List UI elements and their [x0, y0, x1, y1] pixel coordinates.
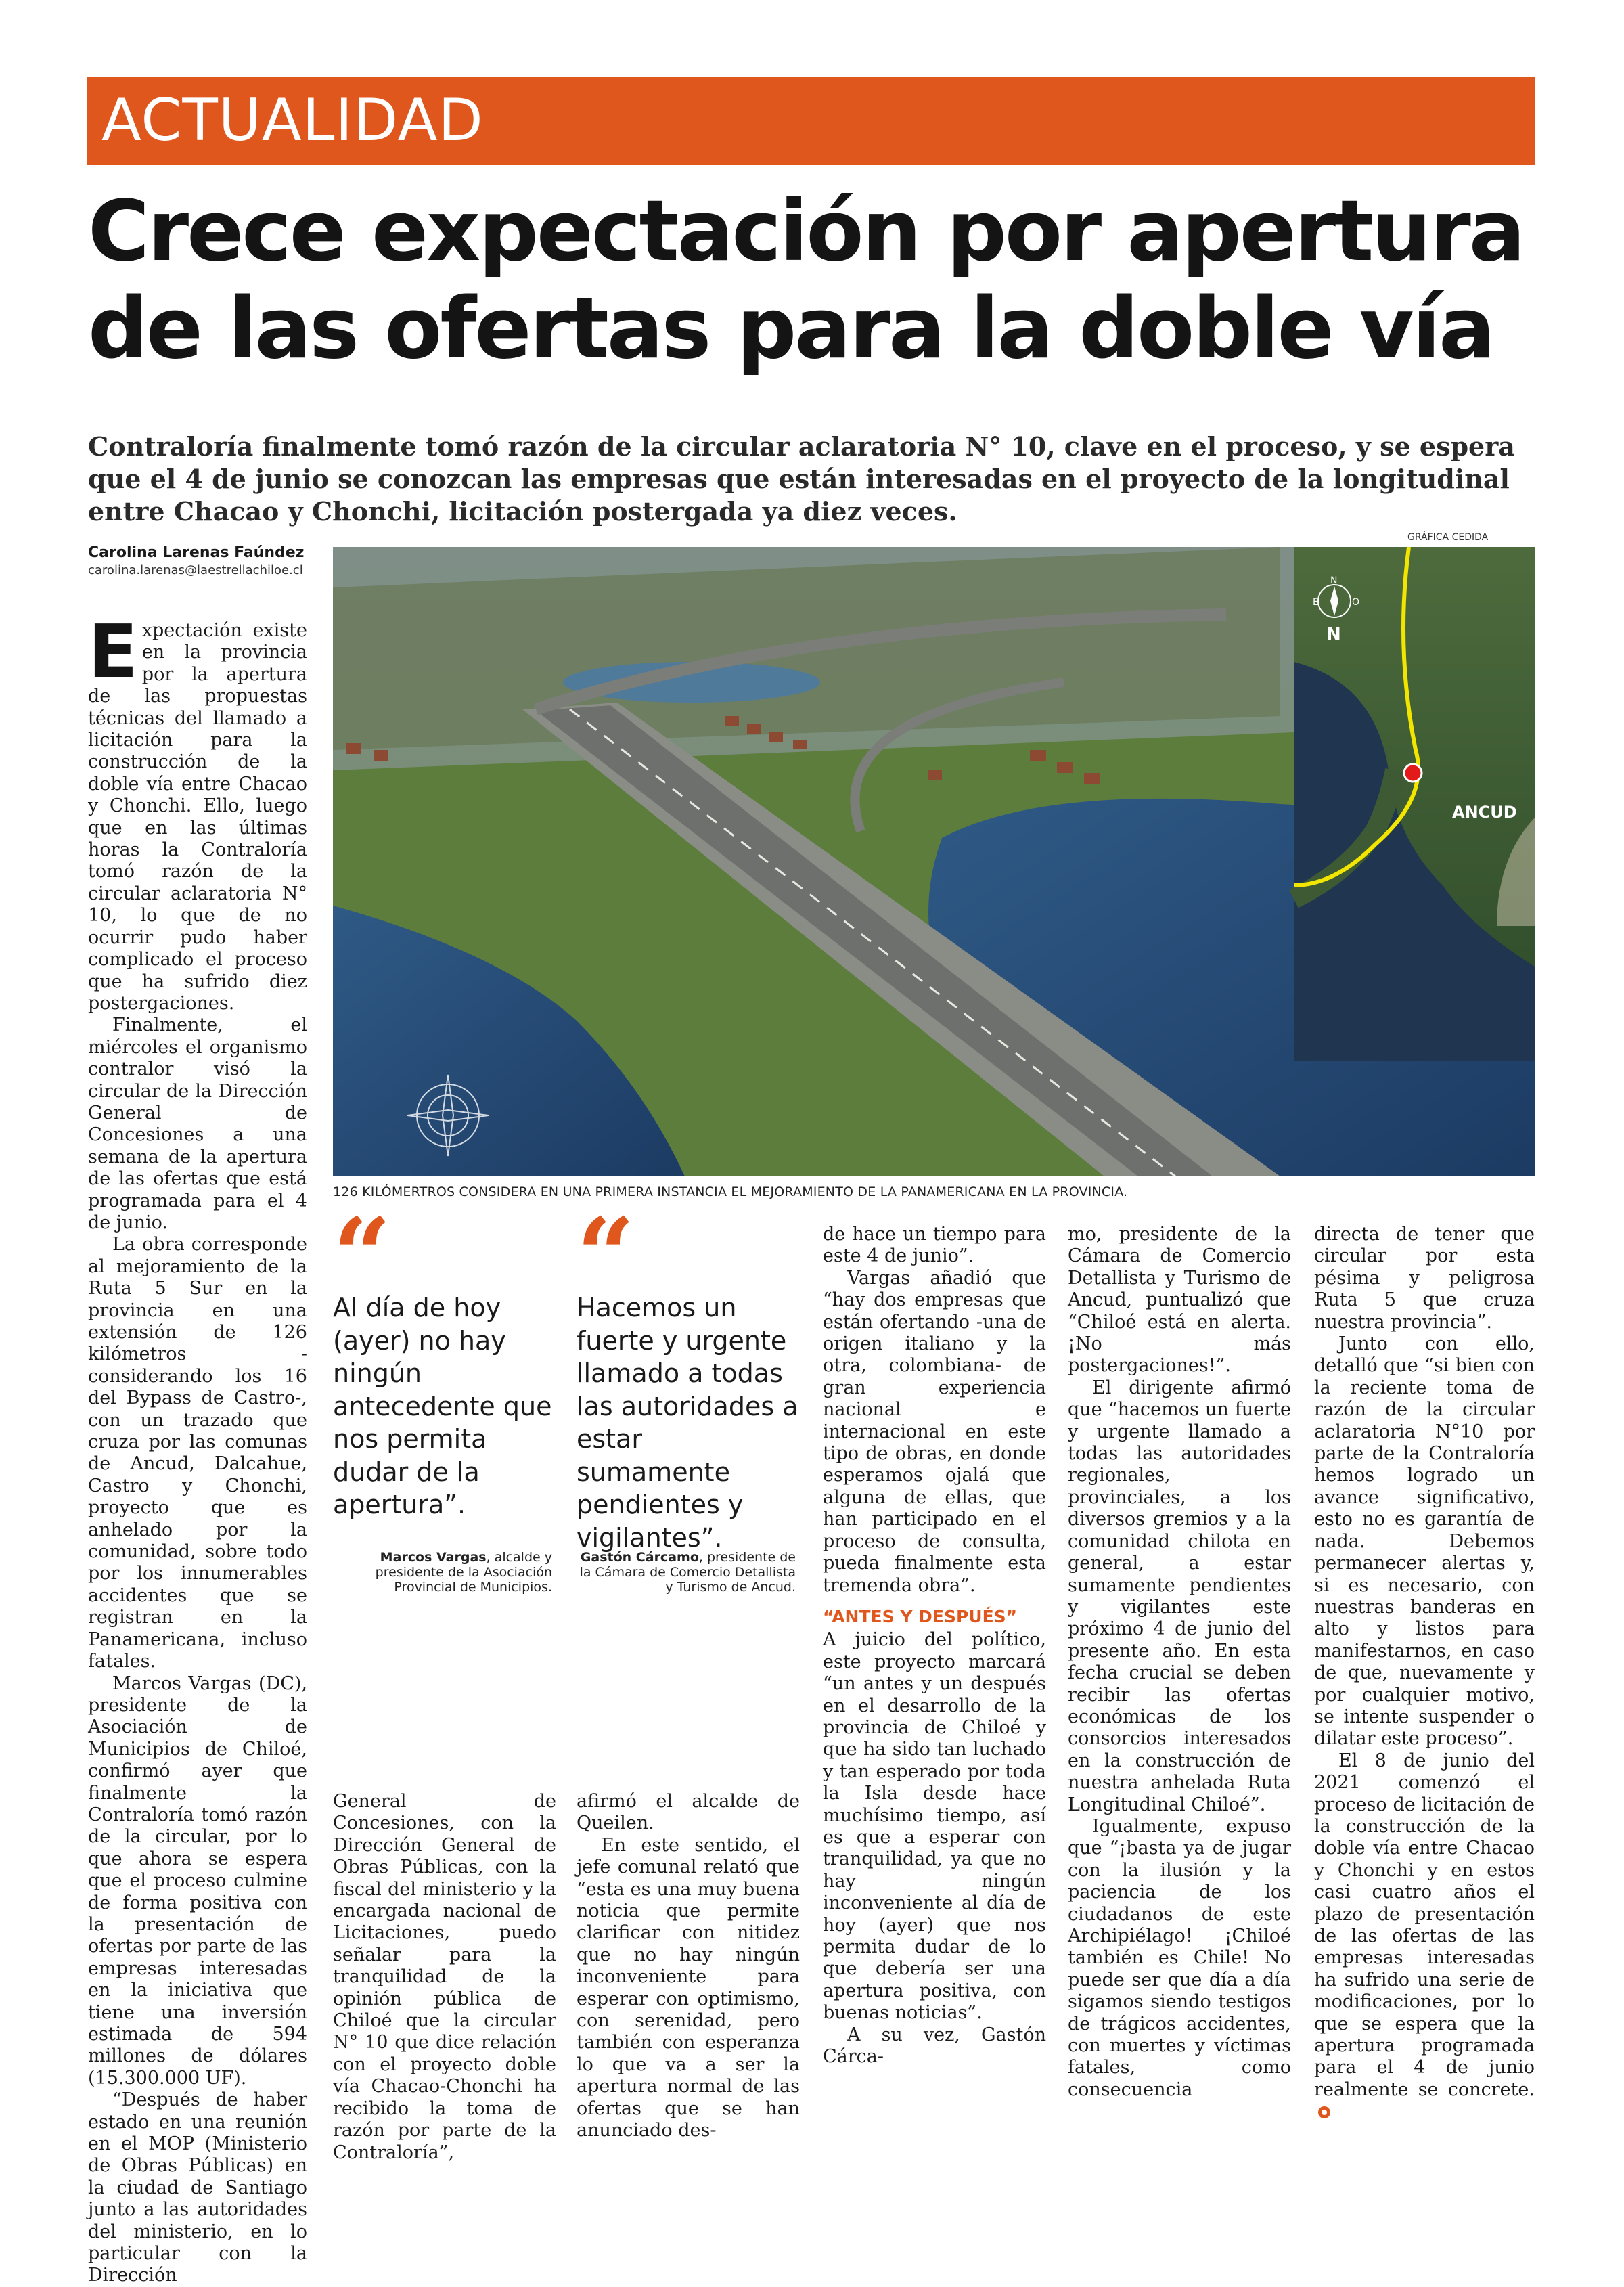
paragraph — [1314, 1750, 1535, 2123]
quote-mark-icon: “ — [333, 1196, 392, 1315]
subheadline: Contraloría finalmente tomó razón de la circular aclaratoria N° 10, clave en el proceso, y se espera que el 4 de junio se conozcan las empresas que están interesadas en el proyecto de la longitudinal entre Chacao y Chonchi, licitación postergada ya diez veces. — [88, 431, 1515, 527]
paragraph: afirmó el alcalde de Queilen. — [577, 1791, 800, 1834]
paragraph: “Después de haber estado en una reunión en el MOP (Ministerio de Obras Públicas) en la ciudad de Santiago junto a las autoridades del ministerio, en lo particular con la Dirección — [88, 2089, 307, 2286]
pull-quote-attribution — [577, 1550, 796, 1595]
photo-caption: 126 KILÓMERTROS CONSIDERA EN UNA PRIMERA INSTANCIA EL MEJORAMIENTO DE LA PANAMERICANA EN LA PROVINCIA. — [333, 1184, 1128, 1199]
map-city-label: ANCUD — [1452, 803, 1517, 822]
article-column-5 — [1068, 1224, 1291, 2101]
quote-author: Marcos Vargas — [380, 1550, 487, 1565]
headline: Crece expectación por apertura de las ofertas para la doble vía — [88, 183, 1524, 378]
paragraph: Finalmente, el miércoles el organismo contralor visó la circular de la Dirección General de Concesiones a una semana de la apertura de las ofertas que está programada para el 4 de junio. — [88, 1015, 307, 1233]
dropcap: E — [88, 610, 138, 694]
paragraph: Marcos Vargas (DC), presidente de la Asociación de Municipios de Chiloé, confirmó ayer que finalmente la Contraloría tomó razón de la circular, por lo que ahora se espera que el proceso culmine de forma positiva con la presentación de ofertas por parte de las empresas interesadas en la iniciativa que tiene una inversión estimada de 594 millones de dólares (15.300.000 UF). — [88, 1672, 307, 2089]
paragraph: de hace un tiempo para este 4 de junio”. — [823, 1224, 1046, 1267]
byline-email: carolina.larenas@laestrellachiloe.cl — [88, 563, 303, 577]
paragraph: El dirigente afirmó que “hacemos un fuerte y urgente llamado a todas las autoridades regionales, provinciales, a los diversos gremios y a la comunidad chilota en general, a estar sumamente pendientes y vigilantes este próximo 4 de junio del presente año. En esta fecha crucial se deben recibir las ofertas económicas de los consorcios interesados en la construcción de nuestra anhelada Ruta Longitudinal Chiloé”. — [1068, 1377, 1291, 1815]
article-column-4 — [823, 1224, 1046, 2068]
pull-quote-2 — [577, 1196, 800, 1554]
paragraph: mo, presidente de la Cámara de Comercio Detallista y Turismo de Ancud, puntualizó que “Chiloé está en alerta. ¡No más postergaciones!”. — [1068, 1224, 1291, 1377]
pull-quote-1 — [333, 1196, 556, 1522]
pull-quote-text: Al día de hoy (ayer) no hay ningún antecedente que nos permita dudar de la apertura”. — [333, 1293, 552, 1519]
compass-east-label: E — [1313, 597, 1319, 608]
article-column-6 — [1314, 1224, 1535, 2123]
paragraph: A juicio del político, este proyecto marcará “un antes y un después en el desarrollo de la provincia de Chiloé y que ha sido tan luchado y tan esperado por toda la Isla desde hace muchísimo tiempo, así es que a esperar con tranquilidad, ya que no hay ningún inconveniente al día de hoy (ayer) que nos permita dudar de lo que debería ser una apertura positiva, con buenas noticias”. — [823, 1629, 1046, 2024]
paragraph: directa de tener que circular por esta pésima y peligrosa Ruta 5 que cruza nuestra provincia”. — [1314, 1224, 1535, 1333]
paragraph: Igualmente, expuso que “¡basta ya de jugar con la ilusión y la paciencia de los ciudadanos de este Archipiélago! ¡Chiloé también es Chile! No puede ser que día a día sigamos siendo testigos de trágicos accidentes, con muertes y víctimas fatales, como consecuencia — [1068, 1815, 1291, 2100]
map-north-label: N — [1326, 625, 1341, 645]
paragraph: La obra corresponde al mejoramiento de la Ruta 5 Sur en la provincia en una extensión de 126 kilómetros -considerando los 16 del Bypass de Castro-, con un trazado que cruza por las comunas de Ancud, Dalcahue, Castro y Chonchi, proyecto que es anhelado por la comunidad, sobre todo por los innumerables accidentes que se registran en la Panamericana, incluso fatales. — [88, 1234, 307, 1672]
paragraph: General de Concesiones, con la Dirección General de Obras Públicas, con la fiscal del ministerio y la encargada nacional de Licitaciones, puedo señalar para la tranquilidad de la opinión pública de Chiloé que la circular N° 10 que dice relación con el proyecto doble vía Chacao-Chonchi ha recibido la toma de razón por parte de la Contraloría”, — [333, 1791, 556, 2163]
aerial-highway-photo — [333, 547, 1535, 1176]
end-of-article-icon — [1318, 2106, 1330, 2118]
paragraph: Vargas añadió que “hay dos empresas que están ofertando -una de origen italiano y la otra, colombiana- de gran experiencia nacional e internacional en este tipo de obras, en donde esperamos ojalá que alguna de ellas, que han participado en el proceso de consulta, pueda finalmente esta tremenda obra”. — [823, 1267, 1046, 1596]
article-column-3 — [577, 1791, 800, 2142]
section-subhead: “ANTES Y DESPUÉS” — [823, 1606, 1018, 1626]
pull-quote-text: Hacemos un fuerte y urgente llamado a todas las autoridades a estar sumamente pendientes y vigilantes”. — [577, 1293, 798, 1553]
article-column-2 — [333, 1791, 556, 2164]
paragraph: En este sentido, el jefe comunal relató que “esta es una muy buena noticia que permite clarificar con nitidez que no hay ningún inconveniente para esperar con optimismo, con serenidad, pero también con esperanza lo que va a ser la apertura normal de las ofertas que se han anunciado des- — [577, 1834, 800, 2141]
paragraph: Junto con ello, detalló que “si bien con la reciente toma de razón de la circular aclaratoria N°10 por parte de la Contraloría hemos logrado un avance significativo, esto no es garantía de nada. Debemos permanecer alertas y, si es necesario, con nuestras banderas en alto y listos para manifestarnos, en caso de que, nuevamente y por cualquier motivo, se intente suspender o dilatar este proceso”. — [1314, 1333, 1535, 1750]
paragraph-text: El 8 de junio del 2021 comenzó el proceso de licitación de la construcción de la doble vía entre Chacao y Chonchi y en estos casi cuatro años el plazo de presentación de las ofertas de las empresas interesadas ha sufrido una serie de modificaciones, por lo que se espera que la apertura programada para el 4 de junio realmente se concrete. — [1314, 1750, 1535, 2100]
article-column-1 — [88, 610, 307, 2287]
photo-credit: GRÁFICA CEDIDA — [1407, 532, 1489, 543]
compass-north-label: N — [1330, 575, 1338, 586]
quote-role: , presidente de la Cámara de Comercio Detallista y Turismo de Ancud. — [579, 1550, 796, 1595]
quote-author: Gastón Cárcamo — [580, 1550, 699, 1565]
byline-name: Carolina Larenas Faúndez — [88, 544, 304, 561]
compass-west-label: O — [1352, 597, 1360, 608]
paragraph: xpectación existe en la provincia por la apertura de las propuestas técnicas del llamado a licitación para la construcción de la doble vía entre Chacao y Chonchi. Ello, luego que en las últimas horas la Contraloría tomó razón de la circular aclaratoria N° 10, lo que de no ocurrir pudo haber complicado el proceso que ha sufrido diez postergaciones. — [88, 620, 307, 1014]
quote-mark-icon: “ — [577, 1196, 635, 1315]
section-label: ACTUALIDAD — [102, 87, 484, 154]
pull-quote-attribution — [333, 1550, 552, 1595]
paragraph: A su vez, Gastón Cárca- — [823, 2024, 1046, 2068]
quote-role: , alcalde y presidente de la Asociación Provincial de Municipios. — [375, 1550, 552, 1595]
